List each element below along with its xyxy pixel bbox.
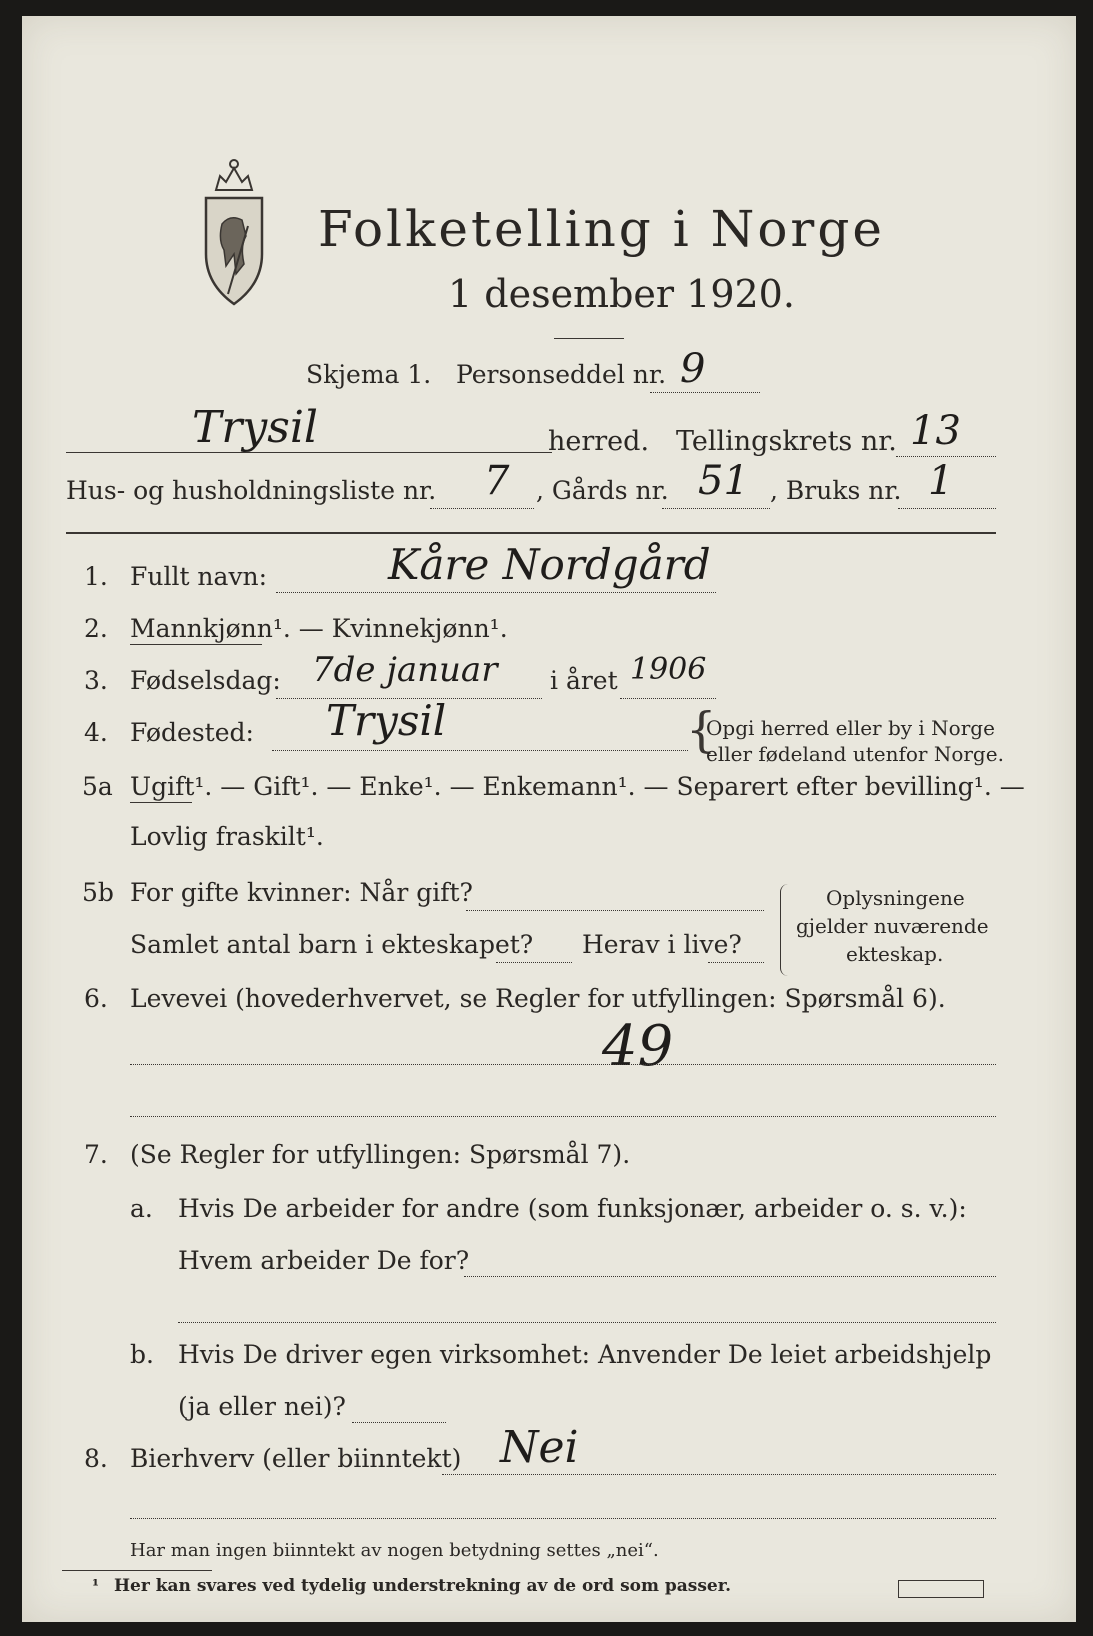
q4-brace: { xyxy=(686,702,717,758)
q6-line-1 xyxy=(130,1064,996,1065)
bruks-label: , Bruks nr. xyxy=(770,476,902,505)
printer-stamp xyxy=(898,1580,984,1598)
title-divider xyxy=(554,338,624,339)
herred-value: Trysil xyxy=(192,402,318,453)
q7a-label-1: Hvis De arbeider for andre (som funksjonær, arbeider o. s. v.): xyxy=(178,1194,967,1223)
q1-value: Kåre Nordgård xyxy=(388,540,711,589)
q3-value: 7de januar xyxy=(312,650,498,690)
q3-year-label: i året xyxy=(550,666,618,695)
q4-number: 4. xyxy=(84,718,108,747)
bruks-line xyxy=(898,508,996,509)
personseddel-label: Personseddel nr. xyxy=(456,360,667,389)
bruks-value: 1 xyxy=(928,458,954,504)
q5b-note-1: Oplysningene xyxy=(826,886,965,910)
q3-label: Fødselsdag: xyxy=(130,666,281,695)
q3-year-line xyxy=(620,698,716,699)
q7-number: 7. xyxy=(84,1140,108,1169)
q5b-note-2: gjelder nuværende xyxy=(796,914,989,938)
footnote-text: Her kan svares ved tydelig understrekning av de ord som passer. xyxy=(114,1576,732,1596)
q6-number: 6. xyxy=(84,984,108,1013)
gards-line xyxy=(662,508,770,509)
form-title: Folketelling i Norge xyxy=(318,200,885,258)
q1-label: Fullt navn: xyxy=(130,562,268,591)
q7b-label-1: Hvis De driver egen virksomhet: Anvender De leiet arbeidshjelp xyxy=(178,1340,992,1369)
coat-of-arms-icon xyxy=(194,154,274,306)
q8-number: 8. xyxy=(84,1444,108,1473)
biinntekt-note: Har man ingen biinntekt av nogen betydning settes „nei“. xyxy=(130,1540,659,1561)
q6-value: 49 xyxy=(602,1014,674,1079)
q3-year-value: 1906 xyxy=(630,652,707,687)
q7b-line xyxy=(352,1422,446,1423)
q7-label: (Se Regler for utfyllingen: Spørsmål 7). xyxy=(130,1140,631,1169)
hus-label: Hus- og husholdningsliste nr. xyxy=(66,476,437,505)
gards-value: 51 xyxy=(698,458,749,504)
q2-label: Mannkjønn¹. — Kvinnekjønn¹. xyxy=(130,614,508,643)
gards-label: , Gårds nr. xyxy=(536,476,669,505)
q8-value: Nei xyxy=(500,1422,579,1473)
q8-line-1 xyxy=(442,1474,996,1475)
q8-line-2 xyxy=(130,1518,996,1519)
hus-value: 7 xyxy=(484,458,510,504)
q5b-married-line xyxy=(466,910,764,911)
tellingskrets-line xyxy=(896,456,996,457)
footnote-divider xyxy=(62,1570,212,1571)
tellingskrets-label: Tellingskrets nr. xyxy=(676,426,897,457)
q5a-number: 5a xyxy=(82,772,113,801)
q2-underline xyxy=(130,644,262,645)
q1-number: 1. xyxy=(84,562,108,591)
q5b-children-line xyxy=(496,962,572,963)
q4-line xyxy=(272,750,688,751)
q4-note-line1: Opgi herred eller by i Norge xyxy=(706,716,995,740)
q5b-label-1: For gifte kvinner: Når gift? xyxy=(130,878,473,907)
q7a-line-2 xyxy=(178,1322,996,1323)
q2-number: 2. xyxy=(84,614,108,643)
q5a-underline xyxy=(130,802,192,803)
q7a-number: a. xyxy=(130,1194,153,1223)
q7a-label-2: Hvem arbeider De for? xyxy=(178,1246,470,1275)
census-form-page xyxy=(22,16,1076,1622)
q6-line-2 xyxy=(130,1116,996,1117)
q5a-label: Ugift¹. — Gift¹. — Enke¹. — Enkemann¹. — Separert efter bevilling¹. — xyxy=(130,772,1025,801)
schema-label: Skjema 1. xyxy=(306,360,432,389)
q7b-label-2: (ja eller nei)? xyxy=(178,1392,346,1421)
q4-note-line2: eller fødeland utenfor Norge. xyxy=(706,742,1004,766)
tellingskrets-value: 13 xyxy=(910,408,961,454)
census-date: 1 desember 1920. xyxy=(448,272,795,316)
q7a-line-1 xyxy=(464,1276,996,1277)
hus-line xyxy=(430,508,534,509)
personseddel-value: 9 xyxy=(680,346,706,392)
header-divider xyxy=(66,532,996,534)
q6-label: Levevei (hovederhvervet, se Regler for utfyllingen: Spørsmål 6). xyxy=(130,984,946,1013)
q5b-label-2: Samlet antal barn i ekteskapet? xyxy=(130,930,534,959)
q1-line xyxy=(276,592,716,593)
herred-line xyxy=(66,452,552,453)
q5b-note-3: ekteskap. xyxy=(846,942,944,966)
q5b-label-3: Herav i live? xyxy=(582,930,742,959)
q4-label: Fødested: xyxy=(130,718,254,747)
q7b-number: b. xyxy=(130,1340,154,1369)
footnote-mark: ¹ xyxy=(92,1576,100,1595)
q5b-alive-line xyxy=(708,962,764,963)
q5b-number: 5b xyxy=(82,878,114,907)
herred-label: herred. xyxy=(548,426,650,457)
q4-value: Trysil xyxy=(326,696,447,745)
q3-number: 3. xyxy=(84,666,108,695)
personseddel-line xyxy=(650,392,760,393)
q5a-label-2: Lovlig fraskilt¹. xyxy=(130,822,324,851)
q5b-bracket xyxy=(780,884,789,976)
q8-label: Bierhverv (eller biinntekt) xyxy=(130,1444,462,1473)
